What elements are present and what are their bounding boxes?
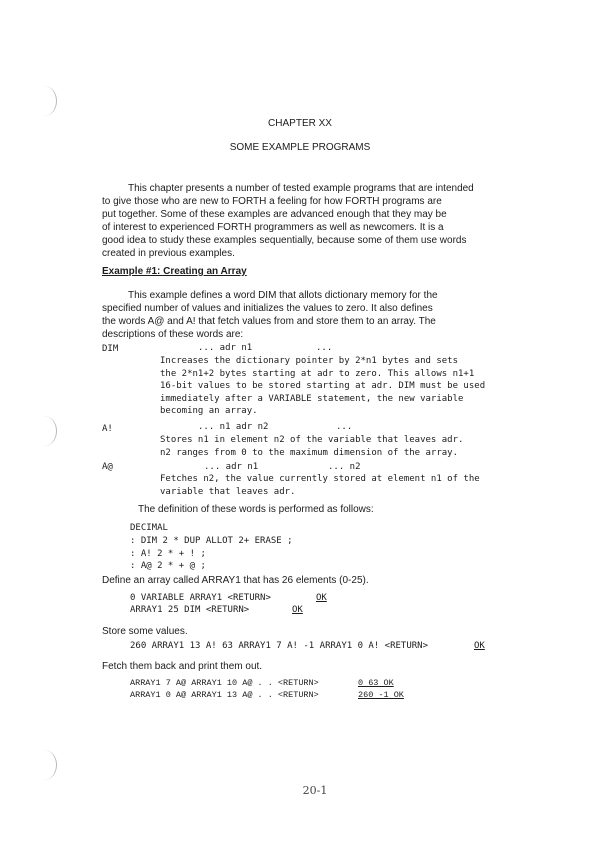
word-description-dim	[160, 355, 485, 418]
example-intro-line: the words A@ and A! that fetch values from and store them to an array. The	[102, 316, 436, 327]
define-command: ARRAY1 25 DIM <RETURN>	[130, 605, 250, 615]
description-line: Increases the dictionary pointer by 2*n1 bytes and sets	[160, 356, 459, 366]
define-command: 0 VARIABLE ARRAY1 <RETURN>	[130, 593, 271, 603]
description-line: immediately after a VARIABLE statement, the new variable	[160, 393, 464, 404]
stack-after: ...	[336, 422, 353, 432]
code-line: : A@ 2 * + @ ;	[130, 561, 206, 572]
stack-before: ... adr n1	[204, 462, 259, 472]
definition-text: The definition of these words is performed as follows:	[138, 504, 374, 515]
intro-line: good idea to study these examples sequentially, because some of them use words	[102, 235, 467, 246]
example-heading: Example #1: Creating an Array	[102, 266, 247, 277]
example-intro-line: This example defines a word DIM that allots dictionary memory for the	[128, 290, 438, 301]
stack-before: ... n1 adr n2	[198, 422, 269, 432]
description-line: Fetches n2, the value currently stored at element n1 of the	[160, 474, 480, 484]
intro-line: created in previous examples.	[102, 248, 235, 259]
fetch-command: ARRAY1 0 A@ ARRAY1 13 A@ . . <RETURN>	[130, 690, 319, 700]
ok-response: OK	[474, 641, 485, 651]
binder-hole-mark	[32, 86, 57, 116]
chapter-label: CHAPTER XX	[268, 118, 332, 129]
intro-line: put together. Some of these examples are advanced enough that they may be	[102, 209, 447, 220]
code-block	[130, 522, 293, 573]
description-line: becoming an array.	[160, 406, 258, 416]
define-text: Define an array called ARRAY1 that has 26 elements (0-25).	[102, 575, 369, 586]
word-name-a-fetch: A@	[102, 462, 113, 472]
code-line: DECIMAL	[130, 523, 168, 533]
example-intro-line: specified number of values and initializes the values to zero. It also defines	[102, 303, 433, 314]
code-line: : DIM 2 * DUP ALLOT 2+ ERASE ;	[130, 535, 293, 546]
intro-paragraph	[102, 182, 526, 195]
description-line: variable that leaves adr.	[160, 486, 296, 497]
page-number: 20-1	[302, 784, 328, 797]
word-name-dim: DIM	[102, 344, 119, 354]
example-intro-line: descriptions of these words are:	[102, 329, 244, 340]
ok-response: OK	[292, 605, 303, 615]
example-intro-first	[128, 289, 526, 302]
fetch-command: ARRAY1 7 A@ ARRAY1 10 A@ . . <RETURN>	[130, 678, 319, 688]
ok-response: 0 63 OK	[358, 678, 394, 688]
description-line: Stores n1 in element n2 of the variable that leaves adr.	[160, 435, 464, 445]
stack-after: ... n2	[328, 462, 361, 472]
stack-after: ...	[316, 343, 333, 353]
intro-line: This chapter presents a number of tested example programs that are intended	[128, 183, 474, 194]
ok-response: OK	[316, 593, 327, 603]
code-line: : A! 2 * + ! ;	[130, 548, 206, 559]
stack-before: ... adr n1	[198, 343, 253, 353]
store-command: 260 ARRAY1 13 A! 63 ARRAY1 7 A! -1 ARRAY1 0 A! <RETURN>	[130, 641, 429, 651]
ok-response: 260 -1 OK	[358, 690, 404, 700]
description-line: 16-bit values to be stored starting at adr. DIM must be used	[160, 381, 486, 391]
binder-hole-mark	[32, 416, 57, 446]
fetch-text: Fetch them back and print them out.	[102, 661, 263, 672]
word-description-a-fetch	[160, 473, 480, 498]
store-text: Store some values.	[102, 626, 188, 637]
example-intro-rest	[102, 302, 526, 341]
word-name-a-store: A!	[102, 424, 113, 434]
description-line: n2 ranges from 0 to the maximum dimension of the array.	[160, 447, 459, 458]
intro-paragraph-rest	[102, 195, 526, 260]
description-line: the 2*n1+2 bytes starting at adr to zero. This allows n1+1	[160, 368, 475, 379]
intro-line: to give those who are new to FORTH a feeling for how FORTH programs are	[102, 196, 442, 207]
intro-line: of interest to experienced FORTH programmers as well as newcomers. It is a	[102, 222, 444, 233]
binder-hole-mark	[32, 750, 57, 780]
chapter-title: SOME EXAMPLE PROGRAMS	[229, 142, 371, 153]
word-description-a-store	[160, 434, 463, 459]
